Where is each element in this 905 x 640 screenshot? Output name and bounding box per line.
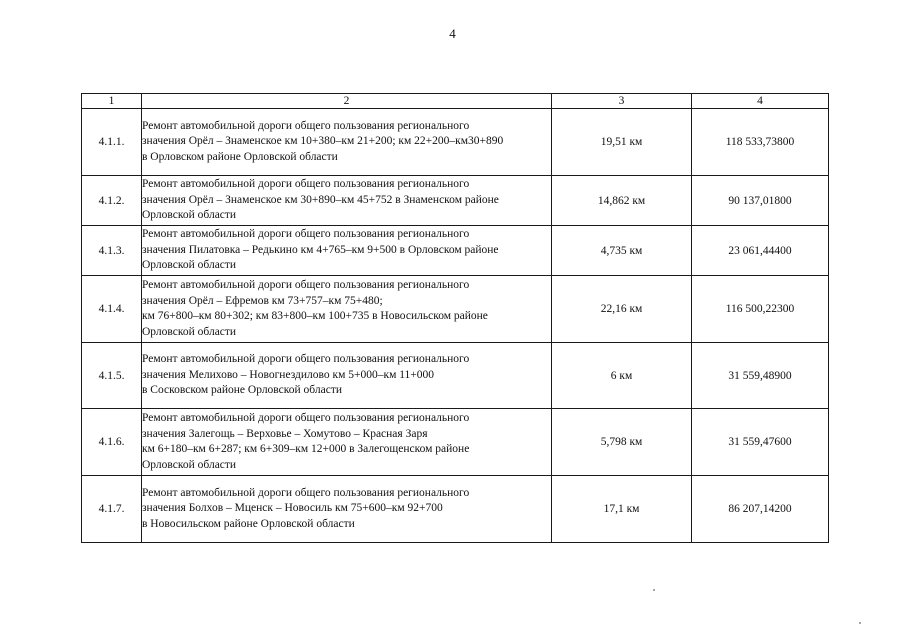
- description-line: в Новосильском районе Орловской области: [142, 517, 355, 530]
- row-description: [142, 226, 552, 276]
- description-line: км 76+800–км 80+302; км 83+800–км 100+735 в Новосильском районе: [142, 310, 488, 322]
- description-line: в Орловском районе Орловской области: [142, 150, 338, 163]
- row-amount: 31 559,47600: [692, 409, 829, 476]
- row-number: 4.1.1.: [82, 109, 142, 176]
- row-length: 17,1 км: [552, 476, 692, 543]
- row-number: 4.1.5.: [82, 343, 142, 409]
- table-header-row: [82, 94, 829, 109]
- row-description: [142, 409, 552, 476]
- description-line: в Сосковском районе Орловской области: [142, 384, 342, 397]
- description-line: значения Болхов – Мценск – Новосиль км 75+600–км 92+700: [142, 502, 443, 515]
- row-length: 19,51 км: [552, 109, 692, 176]
- row-amount: 23 061,44400: [692, 226, 829, 276]
- scan-speck: [859, 622, 861, 624]
- description-line: Орловской области: [142, 259, 237, 272]
- row-description: [142, 176, 552, 226]
- row-length: 22,16 км: [552, 276, 692, 343]
- row-number: 4.1.6.: [82, 409, 142, 476]
- table-row: [82, 409, 829, 476]
- row-amount: 90 137,01800: [692, 176, 829, 226]
- row-number: 4.1.2.: [82, 176, 142, 226]
- row-length: 6 км: [552, 343, 692, 409]
- description-line: Ремонт автомобильной дороги общего пользования регионального: [142, 279, 470, 291]
- description-line: км 6+180–км 6+287; км 6+309–км 12+000 в Залегощенском районе: [142, 443, 470, 455]
- description-line: значения Залегощь – Верховье – Хомутово – Красная Заря: [142, 427, 428, 440]
- description-line: Ремонт автомобильной дороги общего пользования регионального: [142, 178, 470, 191]
- row-description: [142, 343, 552, 409]
- description-line: Ремонт автомобильной дороги общего пользования регионального: [142, 353, 470, 366]
- row-description: [142, 476, 552, 543]
- header-col-2: 2: [142, 94, 552, 109]
- table-body: [82, 109, 829, 543]
- road-repair-table: [81, 93, 829, 543]
- row-description: [142, 276, 552, 343]
- description-line: значения Орёл – Ефремов км 73+757–км 75+480;: [142, 294, 383, 307]
- row-amount: 31 559,48900: [692, 343, 829, 409]
- row-length: 14,862 км: [552, 176, 692, 226]
- row-number: 4.1.3.: [82, 226, 142, 276]
- description-line: значения Пилатовка – Редькино км 4+765–км 9+500 в Орловском районе: [142, 243, 499, 256]
- description-line: значения Орёл – Знаменское км 10+380–км 21+200; км 22+200–км30+890: [142, 135, 504, 148]
- row-description: [142, 109, 552, 176]
- description-line: значения Мелихово – Новогнездилово км 5+000–км 11+000: [142, 368, 435, 381]
- table-row: [82, 276, 829, 343]
- row-length: 5,798 км: [552, 409, 692, 476]
- description-line: значения Орёл – Знаменское км 30+890–км 45+752 в Знаменском районе: [142, 193, 499, 206]
- header-col-3: 3: [552, 94, 692, 109]
- row-amount: 116 500,22300: [692, 276, 829, 343]
- description-line: Ремонт автомобильной дороги общего пользования регионального: [142, 412, 470, 424]
- row-length: 4,735 км: [552, 226, 692, 276]
- description-line: Орловской области: [142, 209, 237, 222]
- scan-speck: [653, 589, 655, 591]
- table-row: [82, 476, 829, 543]
- row-amount: 118 533,73800: [692, 109, 829, 176]
- row-number: 4.1.4.: [82, 276, 142, 343]
- header-col-1: 1: [82, 94, 142, 109]
- table-row: [82, 226, 829, 276]
- description-line: Ремонт автомобильной дороги общего пользования регионального: [142, 228, 470, 241]
- row-amount: 86 207,14200: [692, 476, 829, 543]
- description-line: Орловской области: [142, 458, 237, 471]
- description-line: Орловской области: [142, 325, 237, 338]
- header-col-4: 4: [692, 94, 829, 109]
- table-row: [82, 343, 829, 409]
- table-row: [82, 109, 829, 176]
- description-line: Ремонт автомобильной дороги общего пользования регионального: [142, 119, 470, 132]
- page-number: 4: [449, 26, 456, 41]
- description-line: Ремонт автомобильной дороги общего пользования регионального: [142, 486, 470, 499]
- table-row: [82, 176, 829, 226]
- row-number: 4.1.7.: [82, 476, 142, 543]
